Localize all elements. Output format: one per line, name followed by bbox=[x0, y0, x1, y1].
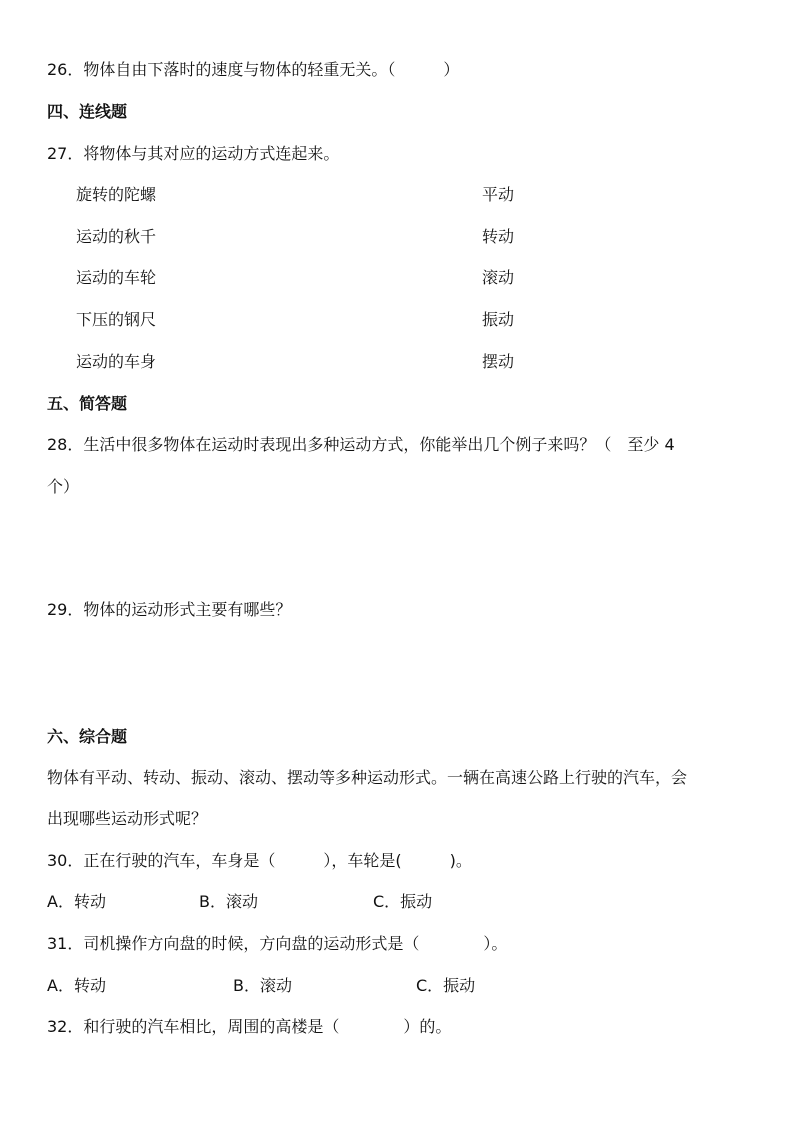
option-b: B．滚动 bbox=[199, 892, 258, 911]
matching-left-item: 运动的车身 bbox=[76, 352, 157, 371]
section-heading-comprehensive: 六、综合题 bbox=[47, 727, 128, 746]
matching-left-item: 旋转的陀螺 bbox=[76, 185, 157, 204]
question-28-line1: 28．生活中很多物体在运动时表现出多种运动方式，你能举出几个例子来吗？（ 至少 4 bbox=[47, 435, 675, 454]
section-heading-short-answer: 五、简答题 bbox=[47, 394, 128, 413]
option-c: C．振动 bbox=[373, 892, 433, 911]
option-a: A．转动 bbox=[47, 976, 106, 995]
matching-right-item: 滚动 bbox=[482, 268, 515, 287]
matching-left-item: 运动的秋千 bbox=[76, 227, 157, 246]
section-heading-matching: 四、连线题 bbox=[47, 102, 128, 121]
option-c: C．振动 bbox=[416, 976, 476, 995]
question-32: 32．和行驶的汽车相比，周围的高楼是（ ）的。 bbox=[47, 1017, 452, 1036]
question-28-line2: 个） bbox=[47, 477, 80, 496]
matching-left-item: 下压的钢尺 bbox=[76, 310, 157, 329]
option-b: B．滚动 bbox=[233, 976, 292, 995]
matching-right-item: 摆动 bbox=[482, 352, 515, 371]
option-a: A．转动 bbox=[47, 892, 106, 911]
question-26: 26．物体自由下落时的速度与物体的轻重无关。（ ） bbox=[47, 60, 460, 79]
question-31: 31．司机操作方向盘的时候，方向盘的运动形式是（ ）。 bbox=[47, 934, 508, 953]
question-29: 29．物体的运动形式主要有哪些？ bbox=[47, 600, 292, 619]
question-27: 27．将物体与其对应的运动方式连起来。 bbox=[47, 144, 340, 163]
matching-right-item: 振动 bbox=[482, 310, 515, 329]
matching-right-item: 转动 bbox=[482, 227, 515, 246]
section-intro-line2: 出现哪些运动形式呢？ bbox=[47, 809, 208, 828]
matching-left-item: 运动的车轮 bbox=[76, 268, 157, 287]
matching-right-item: 平动 bbox=[482, 185, 515, 204]
section-intro-line1: 物体有平动、转动、振动、滚动、摆动等多种运动形式。一辆在高速公路上行驶的汽车，会 bbox=[47, 768, 688, 787]
question-30: 30．正在行驶的汽车，车身是（ ），车轮是( )。 bbox=[47, 851, 472, 870]
